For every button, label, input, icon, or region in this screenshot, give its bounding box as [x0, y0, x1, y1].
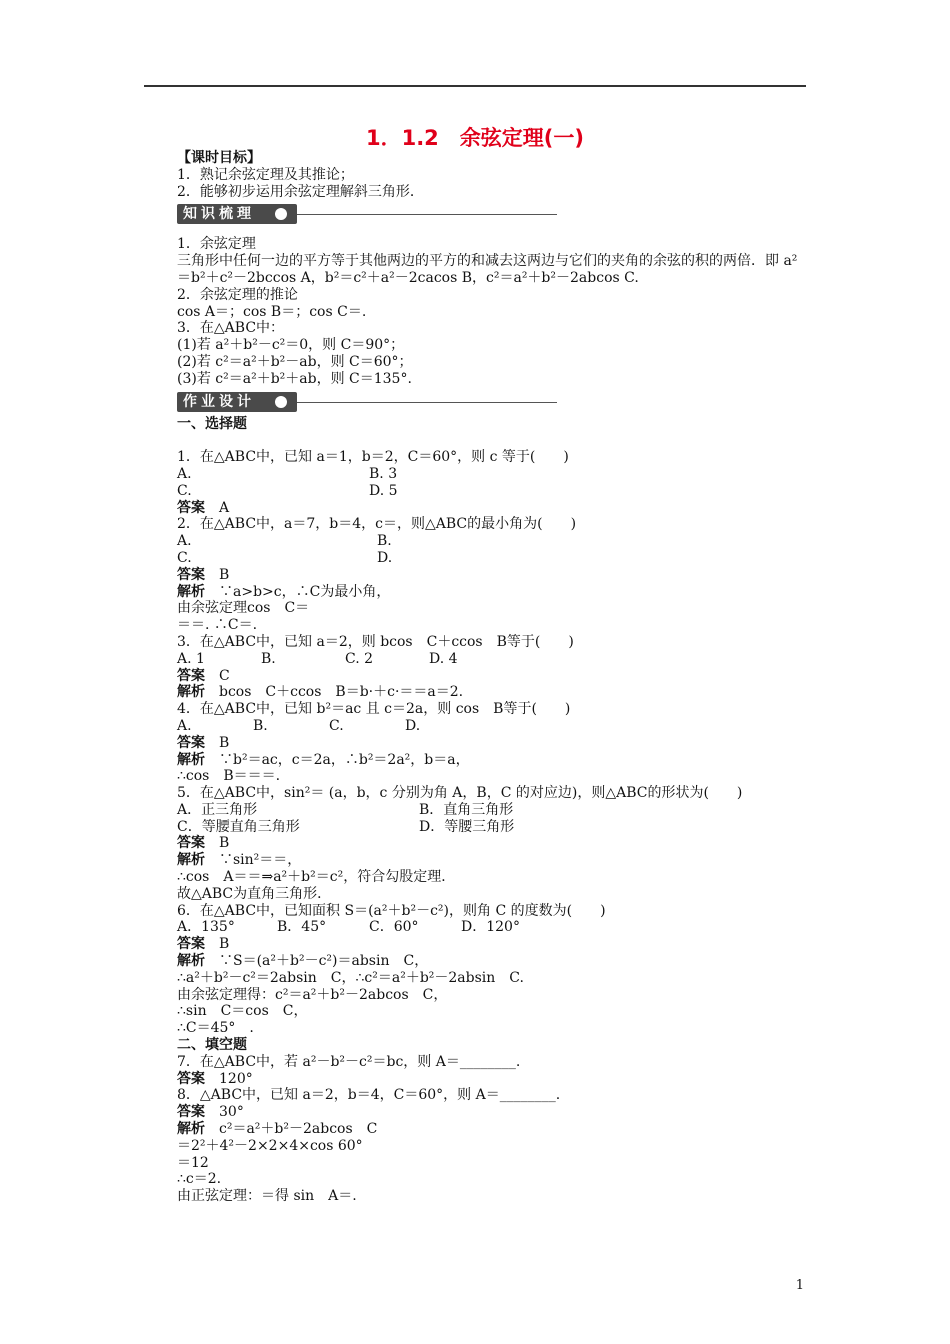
analysis-line: 解析 ∵sin²＝＝，: [177, 852, 302, 869]
analysis-line: 解析 c²＝a²＋b²－2abcos C: [177, 1121, 378, 1138]
analysis-line: 由余弦定理得：c²＝a²＋b²－2abcos C，: [177, 986, 448, 1003]
question-stem: 7．在△ABC中，若 a²－b²－c²＝bc，则 A＝________.: [177, 1053, 521, 1070]
answer-line: 答案 C: [177, 667, 230, 684]
analysis-line: 解析 ∵a>b>c，∴C为最小角，: [177, 583, 391, 600]
answer-line: 答案 B: [177, 566, 230, 583]
options-row: C. D.: [177, 549, 393, 566]
answer-line: 答案 30°: [177, 1104, 244, 1121]
banner-dot-icon: [275, 396, 287, 408]
analysis-line: ∴cos B＝＝＝.: [177, 768, 281, 785]
part-heading-choice: 一、选择题: [177, 415, 247, 432]
header-rule: [144, 85, 806, 87]
analysis-line: ＝＝. ∴C＝.: [177, 617, 258, 634]
case-item: (3)若 c²＝a²＋b²＋ab，则 C＝135°.: [177, 370, 412, 387]
page-number: 1: [795, 1278, 804, 1293]
question-stem: 6．在△ABC中，已知面积 S＝(a²＋b²－c²)，则角 C 的度数为( ): [177, 902, 606, 919]
objectives-header: 【课时目标】: [177, 150, 261, 166]
analysis-line: ∴C＝45° .: [177, 1020, 254, 1037]
options-row: A. B.: [177, 533, 392, 550]
analysis-line: ∴cos A＝＝⇒a²＋b²＝c²，符合勾股定理．: [177, 869, 456, 886]
page-title: 1．1.2 余弦定理(一): [365, 126, 584, 150]
case-item: (1)若 a²＋b²－c²＝0，则 C＝90°；: [177, 337, 405, 354]
options-row: A. B. 3: [177, 465, 398, 482]
question-stem: 1．在△ABC中，已知 a＝1，b＝2，C＝60°，则 c 等于( ): [177, 449, 569, 466]
answer-line: 答案 B: [177, 835, 230, 852]
section-banner-homework: 作业设计: [177, 390, 809, 412]
analysis-line: ∴a²＋b²－c²＝2absin C，∴c²＝a²＋b²－2absin C.: [177, 969, 524, 986]
options-row: A．135° B．45° C．60° D．120°: [177, 919, 520, 936]
objective-item: 1．熟记余弦定理及其推论；: [177, 166, 354, 183]
analysis-line: 由余弦定理cos C＝: [177, 600, 310, 617]
document-body: [177, 150, 809, 1205]
cases-heading: 3．在△ABC中：: [177, 320, 285, 337]
question-stem: 8．△ABC中，已知 a＝2，b＝4，C＝60°，则 A＝________.: [177, 1087, 561, 1104]
question-stem: 3．在△ABC中，已知 a＝2，则 bcos C＋ccos B等于( ): [177, 633, 574, 650]
analysis-line: 故△ABC为直角三角形．: [177, 885, 332, 902]
answer-line: 答案 A: [177, 499, 230, 516]
analysis-line: ∴sin C＝cos C，: [177, 1003, 308, 1020]
theorem-heading: 1．余弦定理: [177, 236, 256, 253]
part-heading-fill: 二、填空题: [177, 1037, 247, 1054]
question-stem: 4．在△ABC中，已知 b²＝ac 且 c＝2a，则 cos B等于( ): [177, 701, 571, 718]
answer-line: 答案 120°: [177, 1070, 253, 1087]
options-row: A. B. C. D.: [177, 717, 421, 734]
answer-line: 答案 B: [177, 734, 230, 751]
analysis-line: ＝2²＋4²－2×2×4×cos 60°: [177, 1137, 363, 1154]
options-row: A．正三角形 B．直角三角形: [177, 801, 514, 818]
analysis-line: ＝12: [177, 1154, 209, 1171]
analysis-line: 由正弦定理：＝得 sin A＝.: [177, 1188, 357, 1205]
options-row: C. D. 5: [177, 482, 398, 499]
options-row: C．等腰直角三角形 D．等腰三角形: [177, 818, 515, 835]
analysis-line: 解析 ∵b²＝ac，c＝2a，∴b²＝2a²，b＝a，: [177, 751, 470, 768]
analysis-line: ∴c＝2.: [177, 1171, 222, 1188]
corollary-heading: 2．余弦定理的推论: [177, 286, 298, 303]
case-item: (2)若 c²＝a²＋b²－ab，则 C＝60°；: [177, 353, 413, 370]
corollary-text: cos A＝；cos B＝；cos C＝.: [177, 303, 367, 320]
question-stem: 2．在△ABC中，a＝7，b＝4，c＝，则△ABC的最小角为( ): [177, 516, 577, 533]
objective-item: 2．能够初步运用余弦定理解斜三角形．: [177, 183, 424, 200]
question-stem: 5．在△ABC中，sin²＝ (a，b，c 分别为角 A，B，C 的对应边)，则△ABC的形状为( ): [177, 785, 743, 802]
answer-line: 答案 B: [177, 936, 230, 953]
theorem-text: 三角形中任何一边的平方等于其他两边的平方的和减去这两边与它们的夹角的余弦的积的两倍．即 a²＝b²＋c²－2bccos A，b²＝c²＋a²－2cacos B，c²＝a²＋b²－2abcos C.: [177, 253, 798, 286]
analysis-line: 解析 bcos C＋ccos B＝b·＋c·＝＝a＝2.: [177, 684, 464, 701]
analysis-line: 解析 ∵S＝(a²＋b²－c²)＝absin C，: [177, 953, 429, 970]
section-banner-knowledge: 知识梳理: [177, 202, 809, 224]
options-row: A. 1 B. C. 2 D. 4: [177, 650, 458, 667]
